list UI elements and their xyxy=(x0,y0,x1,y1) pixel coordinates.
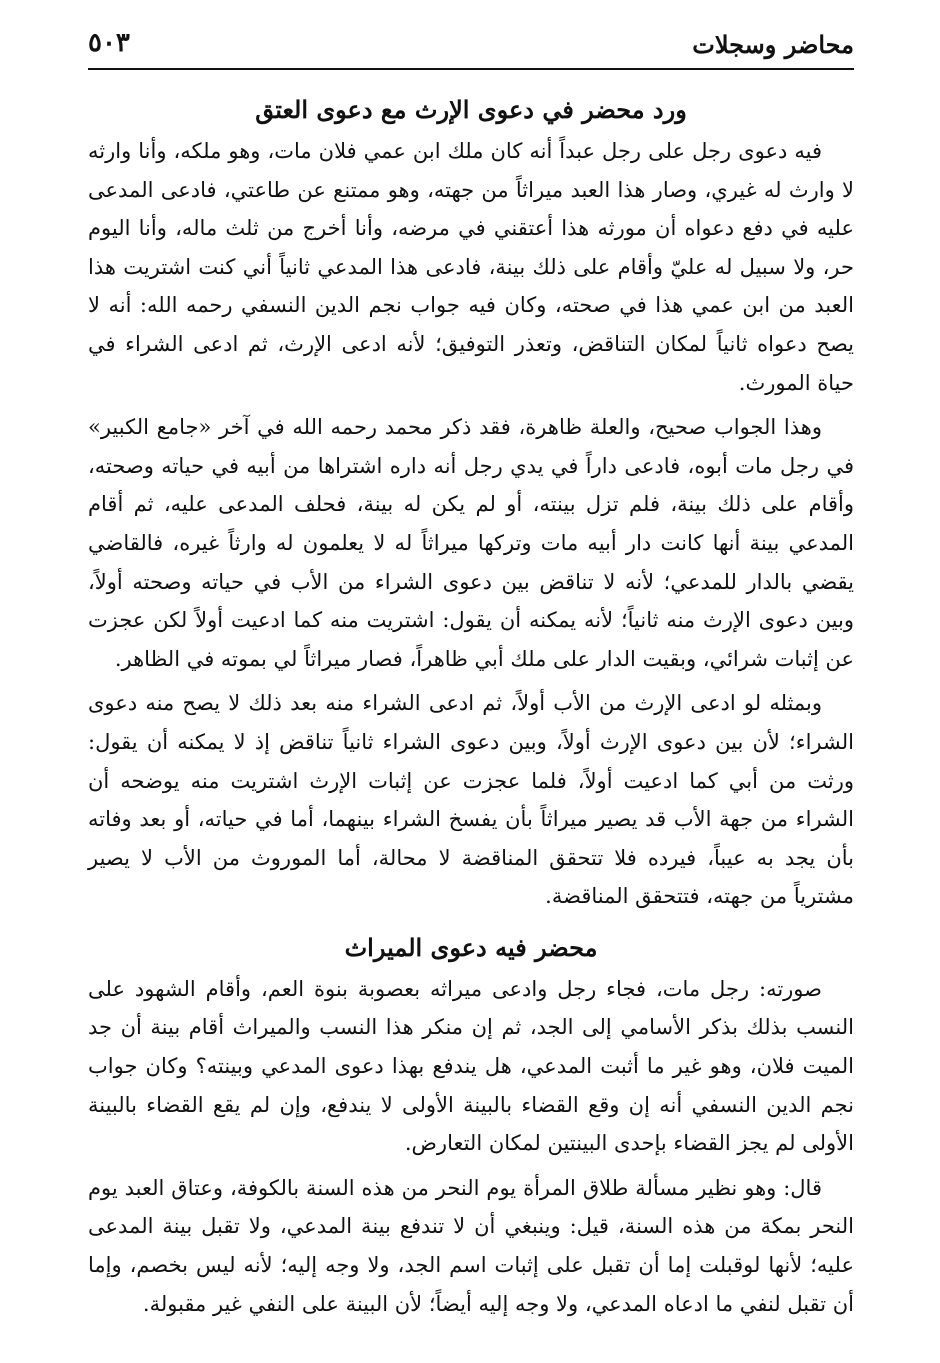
paragraph: فيه دعوى رجل على رجل عبداً أنه كان ملك ابن عمي فلان مات، وهو ملكه، وأنا وارثه لا وارث له غيري، وصار هذا العبد ميراثاً من جهته، وهو ممتنع عن طاعتي، فادعى المدعى عليه في دفع دعواه أن مورثه هذا أعتقني في مرضه، وأنا أخرج من ثلث ماله، وأنا اليوم حر، ولا سبيل له عليّ وأقام على ذلك بينة، فادعى هذا المدعي ثانياً أني كنت اشتريت هذا العبد من ابن عمي هذا في صحته، وكان فيه جواب نجم الدين النسفي رحمه الله: أنه لا يصح دعواه ثانياً لمكان التناقض، وتعذر التوفيق؛ لأنه ادعى الإرث، ثم ادعى الشراء في حياة المورث. xyxy=(88,139,854,395)
paragraph: وهذا الجواب صحيح، والعلة ظاهرة، فقد ذكر محمد رحمه الله في آخر «جامع الكبير» في رجل مات أبوه، فادعى داراً في يدي رجل أنه داره اشتراها من أبيه في حياته وصحته، وأقام على ذلك بينة، فلم تزل بينته، أو لم يكن له بينة، فحلف المدعى عليه، ثم أقام المدعي بينة أنها كانت دار أبيه مات وتركها ميراثاً له لا يعلمون له وارثاً غيره، فالقاضي يقضي بالدار للمدعي؛ لأنه لا تناقض بين دعوى الشراء من الأب في حياته وصحته أولاً، وبين دعوى الإرث منه ثانياً؛ لأنه يمكنه أن يقول: اشتريت منه كما ادعيت أولاً لكن عجزت عن إثبات شرائي، وبقيت الدار على ملك أبي ظاهراً، فصار ميراثاً لي بموته في الظاهر. xyxy=(88,415,854,671)
body-text xyxy=(88,90,854,1329)
running-header xyxy=(88,22,854,70)
running-title: محاضر وسجلات xyxy=(692,30,854,59)
page-number: ٥٠٣ xyxy=(88,28,130,58)
paragraph: صورته: رجل مات، فجاء رجل وادعى ميراثه بعصوبة بنوة العم، وأقام الشهود على النسب بذلك بذكر الأسامي إلى الجد، ثم إن منكر هذا النسب والميراث أقام بينة أن جد الميت فلان، وهو غير ما أثبت المدعي، هل يندفع بهذا دعوى المدعي وبينته؟ وكان جواب نجم الدين النسفي أنه إن وقع القضاء بالبينة الأولى لا يندفع، وإن لم يقع القضاء بالبينة الأولى لم يجز القضاء بإحدى البينتين لمكان التعارض. xyxy=(88,976,854,1156)
paragraph: قال: وهو نظير مسألة طلاق المرأة يوم النحر من هذه السنة بالكوفة، وعتاق العبد يوم النحر بمكة من هذه السنة، قيل: وينبغي أن لا تندفع بينة المدعي، ولا تقبل بينة المدعى عليه؛ لأنها لوقبلت إما أن تقبل على إثبات اسم الجد، ولا وجه إليه؛ لأنه ليس بخصم، وإما أن تقبل لنفي ما ادعاه المدعي، ولا وجه إليه أيضاً؛ لأن البينة على النفي غير مقبولة. xyxy=(88,1175,854,1316)
paragraph: وبمثله لو ادعى الإرث من الأب أولاً، ثم ادعى الشراء منه بعد ذلك لا يصح منه دعوى الشراء؛ لأن بين دعوى الإرث أولاً، وبين دعوى الشراء ثانياً تناقض إذ لا يمكنه أن يقول: ورثت من أبي كما ادعيت أولاً، فلما عجزت عن إثبات الإرث اشتريت منه يوضحه أن الشراء من جهة الأب قد يصير ميراثاً بأن يفسخ الشراء بينهما، أما في حياته، أو بعد وفاته بأن يجد به عيباً، فيرده فلا تتحقق المناقضة لا محالة، أما الموروث من الأب لا يصير مشترياً من جهته، فتتحقق المناقضة. xyxy=(88,691,854,909)
section-heading-inheritance-claim: محضر فيه دعوى الميراث xyxy=(344,932,598,962)
section-heading-inheritance-manumission: ورد محضر في دعوى الإرث مع دعوى العتق xyxy=(255,95,687,124)
